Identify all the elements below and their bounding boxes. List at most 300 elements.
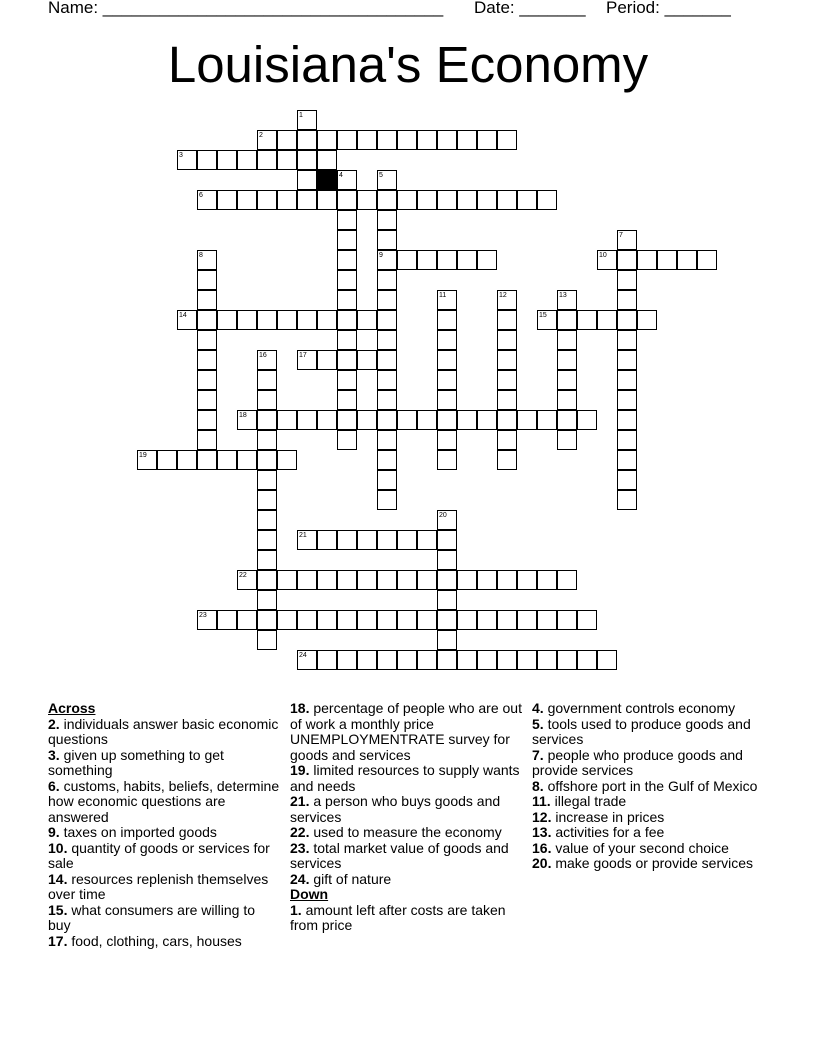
- grid-cell[interactable]: [617, 270, 637, 290]
- grid-cell[interactable]: [337, 610, 357, 630]
- grid-cell[interactable]: [417, 650, 437, 670]
- name-field[interactable]: Name: ____________________________________: [48, 0, 444, 17]
- grid-cell[interactable]: [377, 650, 397, 670]
- grid-cell[interactable]: [377, 490, 397, 510]
- grid-cell[interactable]: [397, 250, 417, 270]
- grid-cell[interactable]: [397, 570, 417, 590]
- across-clue: [290, 872, 522, 888]
- grid-cell[interactable]: [497, 450, 517, 470]
- grid-cell[interactable]: [677, 250, 697, 270]
- grid-cell[interactable]: [477, 190, 497, 210]
- grid-cell[interactable]: [537, 310, 557, 330]
- grid-cell[interactable]: [417, 190, 437, 210]
- date-field[interactable]: Date: _______: [474, 0, 586, 17]
- grid-cell[interactable]: [257, 610, 277, 630]
- grid-cell[interactable]: [317, 190, 337, 210]
- clue-text: activities for a fee: [551, 824, 665, 840]
- grid-cell[interactable]: [277, 130, 297, 150]
- grid-cell[interactable]: [457, 190, 477, 210]
- down-clue: [532, 748, 764, 779]
- grid-cell[interactable]: [437, 390, 457, 410]
- across-clue: [48, 872, 280, 903]
- grid-cell[interactable]: [317, 650, 337, 670]
- grid-cell[interactable]: [437, 330, 457, 350]
- grid-cell[interactable]: [437, 410, 457, 430]
- grid-cell[interactable]: [337, 170, 357, 190]
- grid-cell[interactable]: [377, 330, 397, 350]
- grid-cell[interactable]: [337, 130, 357, 150]
- grid-cell[interactable]: [257, 130, 277, 150]
- grid-cell[interactable]: [357, 610, 377, 630]
- grid-cell[interactable]: [257, 510, 277, 530]
- clue-number: 13.: [532, 824, 552, 840]
- grid-cell[interactable]: [337, 570, 357, 590]
- grid-cell[interactable]: [197, 290, 217, 310]
- grid-cell[interactable]: [337, 290, 357, 310]
- grid-cell[interactable]: [497, 370, 517, 390]
- clue-number-label: 15: [539, 312, 547, 319]
- grid-cell[interactable]: [617, 350, 637, 370]
- grid-cell[interactable]: [377, 610, 397, 630]
- grid-cell[interactable]: [477, 570, 497, 590]
- clue-text: taxes on imported goods: [59, 824, 217, 840]
- grid-cell[interactable]: [377, 290, 397, 310]
- grid-cell[interactable]: [517, 570, 537, 590]
- grid-cell[interactable]: [457, 610, 477, 630]
- clue-number: 17.: [48, 932, 68, 949]
- grid-cell[interactable]: [457, 410, 477, 430]
- grid-cell[interactable]: [617, 370, 637, 390]
- clue-number: 8.: [532, 777, 544, 794]
- grid-cell[interactable]: [497, 190, 517, 210]
- grid-cell[interactable]: [617, 450, 637, 470]
- grid-cell[interactable]: [617, 410, 637, 430]
- grid-cell[interactable]: [257, 310, 277, 330]
- grid-cell[interactable]: [377, 210, 397, 230]
- grid-cell[interactable]: [357, 310, 377, 330]
- grid-cell[interactable]: [197, 350, 217, 370]
- grid-cell[interactable]: [237, 310, 257, 330]
- clue-number-label: 4: [339, 172, 343, 179]
- grid-cell[interactable]: [417, 610, 437, 630]
- grid-cell[interactable]: [317, 150, 337, 170]
- clue-number: 16.: [532, 839, 552, 856]
- grid-cell[interactable]: [297, 410, 317, 430]
- grid-cell[interactable]: [557, 430, 577, 450]
- grid-cell[interactable]: [377, 190, 397, 210]
- grid-cell[interactable]: [497, 350, 517, 370]
- grid-cell[interactable]: [237, 570, 257, 590]
- grid-cell[interactable]: [437, 350, 457, 370]
- grid-cell[interactable]: [337, 310, 357, 330]
- grid-cell[interactable]: [257, 150, 277, 170]
- black-cell: [317, 170, 337, 190]
- grid-cell[interactable]: [297, 130, 317, 150]
- grid-cell[interactable]: [397, 530, 417, 550]
- grid-cell[interactable]: [317, 410, 337, 430]
- grid-cell[interactable]: [197, 370, 217, 390]
- grid-cell[interactable]: [357, 650, 377, 670]
- grid-cell[interactable]: [357, 190, 377, 210]
- grid-cell[interactable]: [197, 450, 217, 470]
- clue-number-label: 7: [619, 232, 623, 239]
- clue-number-label: 14: [179, 312, 187, 319]
- clue-number-label: 19: [139, 452, 147, 459]
- grid-cell[interactable]: [617, 310, 637, 330]
- grid-cell[interactable]: [497, 130, 517, 150]
- grid-cell[interactable]: [337, 190, 357, 210]
- grid-cell[interactable]: [377, 350, 397, 370]
- grid-cell[interactable]: [437, 570, 457, 590]
- grid-cell[interactable]: [197, 430, 217, 450]
- grid-cell[interactable]: [237, 410, 257, 430]
- grid-cell[interactable]: [457, 570, 477, 590]
- grid-cell[interactable]: [197, 610, 217, 630]
- grid-cell[interactable]: [617, 250, 637, 270]
- grid-cell[interactable]: [377, 410, 397, 430]
- clue-number: 21.: [290, 793, 310, 809]
- clue-number-label: 3: [179, 152, 183, 159]
- clue-text: offshore port in the Gulf of Mexico: [543, 777, 758, 794]
- grid-cell[interactable]: [477, 130, 497, 150]
- grid-cell[interactable]: [637, 250, 657, 270]
- grid-cell[interactable]: [317, 570, 337, 590]
- grid-cell[interactable]: [257, 190, 277, 210]
- clue-text: limited resources to supply wants and needs: [290, 762, 520, 794]
- grid-cell[interactable]: [277, 410, 297, 430]
- grid-cell[interactable]: [337, 330, 357, 350]
- grid-cell[interactable]: [697, 250, 717, 270]
- grid-cell[interactable]: [497, 310, 517, 330]
- clue-text: customs, habits, beliefs, determine how economic questions are answered: [48, 777, 280, 825]
- clue-text: given up something to get something: [48, 746, 224, 778]
- grid-cell[interactable]: [437, 550, 457, 570]
- grid-cell[interactable]: [397, 130, 417, 150]
- grid-cell[interactable]: [437, 290, 457, 310]
- grid-cell[interactable]: [157, 450, 177, 470]
- grid-cell[interactable]: [297, 110, 317, 130]
- grid-cell[interactable]: [257, 410, 277, 430]
- grid-cell[interactable]: [257, 630, 277, 650]
- grid-cell[interactable]: [337, 430, 357, 450]
- grid-cell[interactable]: [437, 190, 457, 210]
- grid-cell[interactable]: [377, 450, 397, 470]
- grid-cell[interactable]: [397, 410, 417, 430]
- grid-cell[interactable]: [437, 450, 457, 470]
- grid-cell[interactable]: [397, 610, 417, 630]
- clue-text: people who produce goods and provide services: [532, 746, 743, 778]
- grid-cell[interactable]: [377, 390, 397, 410]
- grid-cell[interactable]: [237, 450, 257, 470]
- grid-cell[interactable]: [257, 450, 277, 470]
- grid-cell[interactable]: [637, 310, 657, 330]
- grid-cell[interactable]: [437, 310, 457, 330]
- grid-cell[interactable]: [417, 410, 437, 430]
- clue-text: value of your second choice: [551, 839, 729, 856]
- grid-cell[interactable]: [497, 650, 517, 670]
- grid-cell[interactable]: [357, 410, 377, 430]
- grid-cell[interactable]: [437, 250, 457, 270]
- grid-cell[interactable]: [277, 610, 297, 630]
- grid-cell[interactable]: [557, 370, 577, 390]
- grid-cell[interactable]: [377, 270, 397, 290]
- grid-cell[interactable]: [317, 350, 337, 370]
- grid-cell[interactable]: [277, 310, 297, 330]
- grid-cell[interactable]: [257, 350, 277, 370]
- grid-cell[interactable]: [297, 190, 317, 210]
- across-heading: Across: [48, 700, 96, 716]
- grid-cell[interactable]: [617, 230, 637, 250]
- grid-cell[interactable]: [297, 310, 317, 330]
- clue-number: 4.: [532, 700, 544, 716]
- grid-cell[interactable]: [297, 650, 317, 670]
- grid-cell[interactable]: [197, 310, 217, 330]
- clue-number-label: 16: [259, 352, 267, 359]
- grid-cell[interactable]: [557, 410, 577, 430]
- grid-cell[interactable]: [257, 590, 277, 610]
- grid-cell[interactable]: [277, 150, 297, 170]
- grid-cell[interactable]: [377, 230, 397, 250]
- clue-number: 11.: [532, 793, 551, 809]
- grid-cell[interactable]: [357, 350, 377, 370]
- grid-cell[interactable]: [557, 570, 577, 590]
- grid-cell[interactable]: [337, 390, 357, 410]
- clue-number-label: 20: [439, 512, 447, 519]
- grid-cell[interactable]: [237, 190, 257, 210]
- grid-cell[interactable]: [297, 170, 317, 190]
- grid-cell[interactable]: [557, 650, 577, 670]
- grid-cell[interactable]: [377, 530, 397, 550]
- grid-cell[interactable]: [217, 310, 237, 330]
- grid-cell[interactable]: [277, 570, 297, 590]
- grid-cell[interactable]: [177, 310, 197, 330]
- grid-cell[interactable]: [597, 310, 617, 330]
- grid-cell[interactable]: [237, 610, 257, 630]
- clue-text: resources replenish themselves over time: [48, 870, 269, 902]
- grid-cell[interactable]: [197, 390, 217, 410]
- grid-cell[interactable]: [437, 370, 457, 390]
- grid-cell[interactable]: [257, 370, 277, 390]
- grid-cell[interactable]: [617, 490, 637, 510]
- grid-cell[interactable]: [177, 450, 197, 470]
- clue-number: 22.: [290, 824, 310, 840]
- clue-number: 20.: [532, 855, 552, 871]
- across-clue: [48, 748, 280, 779]
- grid-cell[interactable]: [497, 390, 517, 410]
- grid-cell[interactable]: [617, 470, 637, 490]
- grid-cell[interactable]: [197, 190, 217, 210]
- grid-cell[interactable]: [557, 610, 577, 630]
- grid-cell[interactable]: [477, 610, 497, 630]
- grid-cell[interactable]: [497, 410, 517, 430]
- grid-cell[interactable]: [297, 610, 317, 630]
- grid-cell[interactable]: [577, 610, 597, 630]
- across-clue: [48, 903, 280, 934]
- clue-number-label: 17: [299, 352, 307, 359]
- grid-cell[interactable]: [357, 130, 377, 150]
- grid-cell[interactable]: [217, 150, 237, 170]
- grid-cell[interactable]: [437, 510, 457, 530]
- grid-cell[interactable]: [537, 570, 557, 590]
- grid-cell[interactable]: [397, 650, 417, 670]
- grid-cell[interactable]: [517, 410, 537, 430]
- grid-cell[interactable]: [497, 570, 517, 590]
- down-clue: [532, 810, 764, 826]
- grid-cell[interactable]: [597, 650, 617, 670]
- grid-cell[interactable]: [197, 410, 217, 430]
- grid-cell[interactable]: [317, 310, 337, 330]
- grid-cell[interactable]: [197, 270, 217, 290]
- grid-cell[interactable]: [257, 470, 277, 490]
- grid-cell[interactable]: [377, 470, 397, 490]
- clue-number-label: 2: [259, 132, 263, 139]
- grid-cell[interactable]: [437, 650, 457, 670]
- grid-cell[interactable]: [617, 390, 637, 410]
- grid-cell[interactable]: [217, 190, 237, 210]
- grid-cell[interactable]: [337, 210, 357, 230]
- grid-cell[interactable]: [337, 370, 357, 390]
- grid-cell[interactable]: [337, 250, 357, 270]
- clue-text: what consumers are willing to buy: [48, 901, 255, 933]
- grid-cell[interactable]: [197, 150, 217, 170]
- grid-cell[interactable]: [477, 650, 497, 670]
- grid-cell[interactable]: [557, 310, 577, 330]
- clue-number-label: 10: [599, 252, 607, 259]
- grid-cell[interactable]: [257, 570, 277, 590]
- grid-cell[interactable]: [437, 430, 457, 450]
- clue-number-label: 6: [199, 192, 203, 199]
- grid-cell[interactable]: [617, 430, 637, 450]
- clue-number: 1.: [290, 901, 302, 918]
- grid-cell[interactable]: [257, 430, 277, 450]
- grid-cell[interactable]: [477, 250, 497, 270]
- grid-cell[interactable]: [377, 250, 397, 270]
- grid-cell[interactable]: [257, 550, 277, 570]
- grid-cell[interactable]: [417, 130, 437, 150]
- grid-cell[interactable]: [297, 150, 317, 170]
- grid-cell[interactable]: [437, 590, 457, 610]
- grid-cell[interactable]: [297, 530, 317, 550]
- grid-cell[interactable]: [557, 350, 577, 370]
- grid-cell[interactable]: [257, 530, 277, 550]
- clue-number: 2.: [48, 715, 60, 732]
- grid-cell[interactable]: [537, 410, 557, 430]
- grid-cell[interactable]: [437, 530, 457, 550]
- clue-number: 7.: [532, 746, 544, 763]
- grid-cell[interactable]: [377, 310, 397, 330]
- grid-cell[interactable]: [337, 270, 357, 290]
- grid-cell[interactable]: [517, 650, 537, 670]
- grid-cell[interactable]: [437, 610, 457, 630]
- grid-cell[interactable]: [317, 130, 337, 150]
- grid-cell[interactable]: [177, 150, 197, 170]
- grid-cell[interactable]: [297, 570, 317, 590]
- grid-cell[interactable]: [237, 150, 257, 170]
- grid-cell[interactable]: [337, 230, 357, 250]
- grid-cell[interactable]: [277, 190, 297, 210]
- grid-cell[interactable]: [317, 610, 337, 630]
- grid-cell[interactable]: [217, 610, 237, 630]
- grid-cell[interactable]: [657, 250, 677, 270]
- across-clue: [48, 779, 280, 826]
- grid-cell[interactable]: [497, 430, 517, 450]
- grid-cell[interactable]: [577, 310, 597, 330]
- grid-cell[interactable]: [517, 610, 537, 630]
- grid-cell[interactable]: [337, 650, 357, 670]
- clue-number: 18.: [290, 700, 310, 716]
- grid-cell[interactable]: [597, 250, 617, 270]
- grid-cell[interactable]: [357, 570, 377, 590]
- grid-cell[interactable]: [377, 570, 397, 590]
- clue-number-label: 24: [299, 652, 307, 659]
- across-clue: [48, 825, 280, 841]
- grid-cell[interactable]: [497, 610, 517, 630]
- down-clue: [532, 794, 764, 810]
- grid-cell[interactable]: [337, 410, 357, 430]
- grid-cell[interactable]: [457, 650, 477, 670]
- grid-cell[interactable]: [477, 410, 497, 430]
- grid-cell[interactable]: [497, 330, 517, 350]
- grid-cell[interactable]: [537, 190, 557, 210]
- period-field[interactable]: Period: _______: [606, 0, 731, 17]
- grid-cell[interactable]: [197, 330, 217, 350]
- grid-cell[interactable]: [437, 630, 457, 650]
- grid-cell[interactable]: [137, 450, 157, 470]
- grid-cell[interactable]: [337, 350, 357, 370]
- grid-cell[interactable]: [457, 250, 477, 270]
- clue-number-label: 18: [239, 412, 247, 419]
- clue-number-label: 21: [299, 532, 307, 539]
- clue-number-label: 9: [379, 252, 383, 259]
- grid-cell[interactable]: [217, 450, 237, 470]
- grid-cell[interactable]: [377, 170, 397, 190]
- grid-cell[interactable]: [317, 530, 337, 550]
- grid-cell[interactable]: [557, 290, 577, 310]
- grid-cell[interactable]: [437, 130, 457, 150]
- grid-cell[interactable]: [377, 370, 397, 390]
- grid-cell[interactable]: [197, 250, 217, 270]
- grid-cell[interactable]: [617, 290, 637, 310]
- grid-cell[interactable]: [397, 190, 417, 210]
- grid-cell[interactable]: [557, 390, 577, 410]
- grid-cell[interactable]: [277, 450, 297, 470]
- grid-cell[interactable]: [577, 410, 597, 430]
- grid-cell[interactable]: [377, 130, 397, 150]
- grid-cell[interactable]: [377, 430, 397, 450]
- grid-cell[interactable]: [617, 330, 637, 350]
- grid-cell[interactable]: [357, 530, 377, 550]
- clue-number-label: 12: [499, 292, 507, 299]
- across-clue: [48, 717, 280, 748]
- grid-cell[interactable]: [457, 130, 477, 150]
- grid-cell[interactable]: [497, 290, 517, 310]
- grid-cell[interactable]: [337, 530, 357, 550]
- grid-cell[interactable]: [577, 650, 597, 670]
- grid-cell[interactable]: [517, 190, 537, 210]
- grid-cell[interactable]: [257, 390, 277, 410]
- clue-number: 3.: [48, 746, 60, 763]
- clue-text: amount left after costs are taken from price: [290, 901, 506, 933]
- grid-cell[interactable]: [297, 350, 317, 370]
- grid-cell[interactable]: [537, 610, 557, 630]
- grid-cell[interactable]: [417, 250, 437, 270]
- grid-cell[interactable]: [537, 650, 557, 670]
- grid-cell[interactable]: [417, 530, 437, 550]
- grid-cell[interactable]: [417, 570, 437, 590]
- grid-cell[interactable]: [557, 330, 577, 350]
- grid-cell[interactable]: [257, 490, 277, 510]
- clue-column-1: [48, 701, 280, 949]
